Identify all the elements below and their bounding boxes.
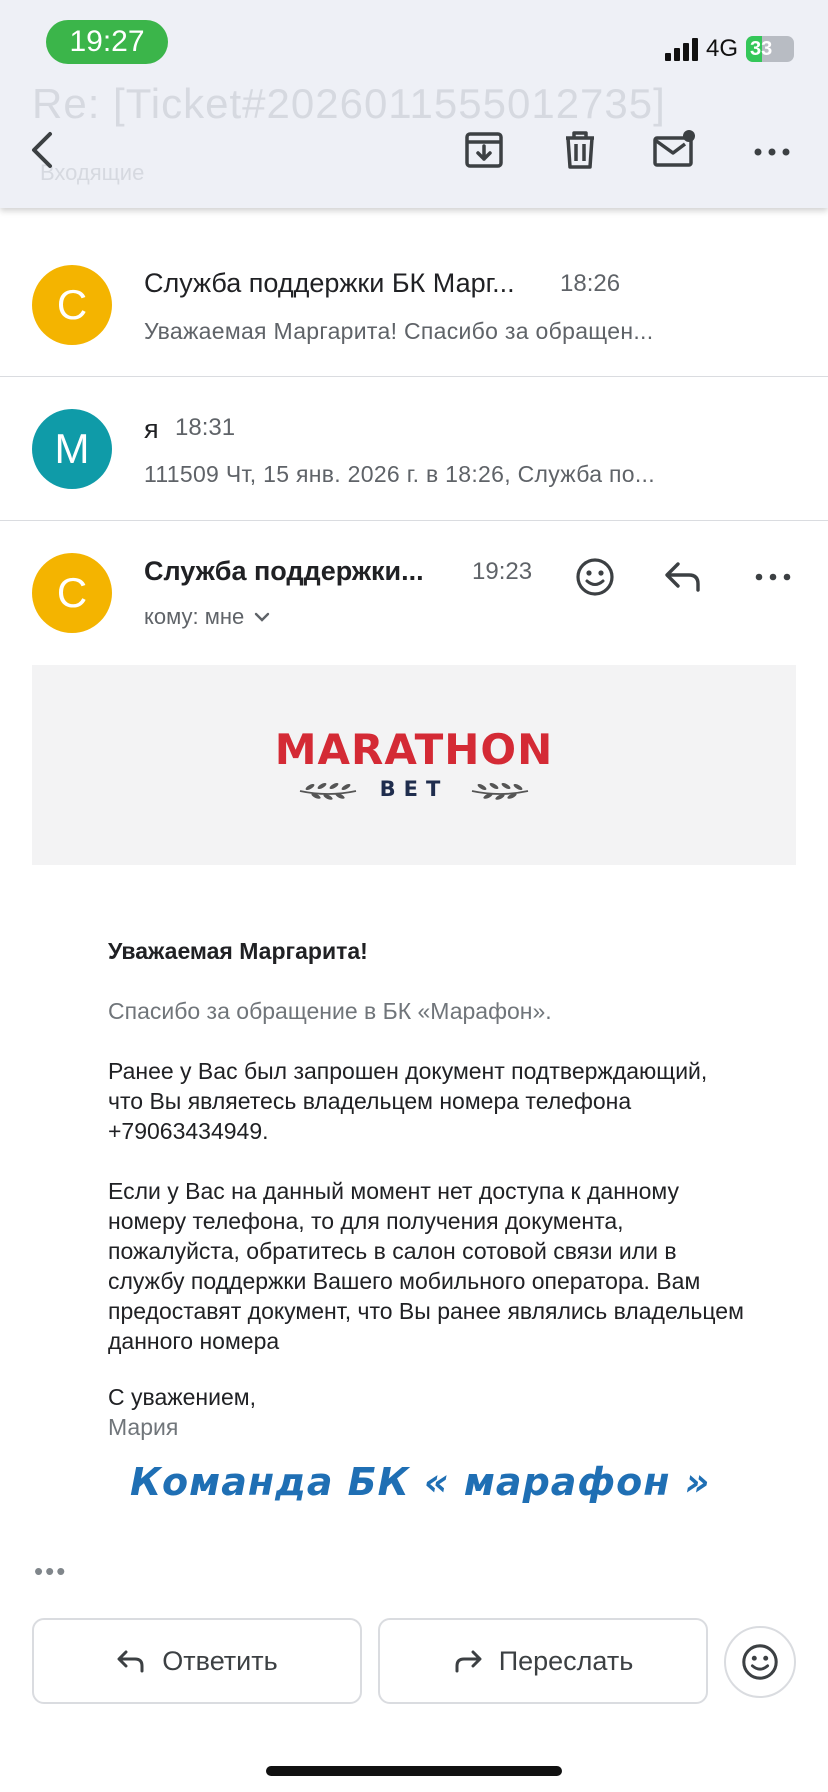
email-banner (32, 665, 796, 865)
sender-name: Служба поддержки... (144, 556, 424, 586)
trash-icon[interactable] (558, 128, 602, 172)
folder-label: Входящие (40, 160, 145, 185)
emoji-reaction-button[interactable] (724, 1626, 796, 1698)
archive-icon[interactable] (462, 128, 506, 172)
message-time: 18:26 (560, 270, 621, 297)
back-arrow-icon[interactable] (22, 128, 66, 172)
email-paragraph: Если у Вас на данный момент нет доступа к данному номеру телефона, то для получения документа, пожалуйста, обратитесь в салон сотовой связи или в службу поддержки Вашего мобильного оператора. Вам предоставят документ, что Вы ранее являлись владельцем данного номера (108, 1178, 744, 1354)
brand-logo-sub: BET (379, 777, 449, 801)
divider (0, 520, 828, 521)
message-snippet: 111509 Чт, 15 янв. 2026 г. в 18:26, Служба по... (144, 461, 655, 487)
emoji-react-icon[interactable] (574, 556, 616, 598)
email-signer: Мария (108, 1414, 179, 1440)
thread-message-2[interactable] (0, 377, 828, 520)
show-trimmed-content[interactable]: ••• (34, 1556, 68, 1586)
reply-label: Ответить (162, 1645, 278, 1676)
email-greeting: Уважаемая Маргарита! (108, 938, 368, 964)
email-thanks: Спасибо за обращение в БК «Марафон». (108, 998, 552, 1024)
emoji-icon (740, 1642, 780, 1682)
reply-button[interactable] (32, 1618, 362, 1704)
brand-logo: MARATHON (274, 725, 554, 774)
reply-icon[interactable] (662, 556, 704, 598)
message-time: 18:31 (175, 414, 236, 441)
home-indicator (266, 1766, 562, 1776)
status-indicators (665, 34, 794, 64)
recipient-label: кому: мне (144, 604, 245, 629)
battery-level: 33 (750, 38, 773, 60)
message-time: 19:23 (472, 558, 533, 585)
thread-message-1[interactable] (0, 208, 828, 376)
laurel-icon (470, 775, 530, 801)
email-paragraph: Ранее у Вас был запрошен документ подтверждающий, что Вы являетесь владельцем номера телефона +79063434949. (108, 1058, 714, 1144)
status-time: 19:27 (46, 20, 168, 64)
forward-label: Переслать (498, 1645, 634, 1676)
email-regards: С уважением, (108, 1384, 256, 1410)
battery-icon (746, 36, 794, 62)
message-snippet: Уважаемая Маргарита! Спасибо за обращен... (144, 318, 654, 344)
avatar: М (32, 409, 112, 489)
network-type: 4G (705, 35, 738, 62)
avatar: С (32, 553, 112, 633)
sender-name: Служба поддержки БК Марг... (144, 268, 515, 298)
more-icon[interactable] (750, 128, 794, 172)
chevron-down-icon (254, 611, 270, 623)
sender-name: я (144, 414, 159, 444)
forward-icon (453, 1648, 483, 1674)
avatar: С (32, 265, 112, 345)
more-icon[interactable] (752, 556, 794, 598)
subject-title: Re: [Ticket#2026011555012735] (32, 80, 666, 127)
signature-image: Команда БК « марафон » (130, 1460, 711, 1504)
reply-icon (116, 1648, 146, 1674)
signal-icon (665, 37, 698, 61)
recipient-details-toggle[interactable] (144, 604, 270, 630)
app-header (0, 0, 828, 208)
mark-unread-icon[interactable] (652, 128, 696, 172)
forward-button[interactable] (378, 1618, 708, 1704)
